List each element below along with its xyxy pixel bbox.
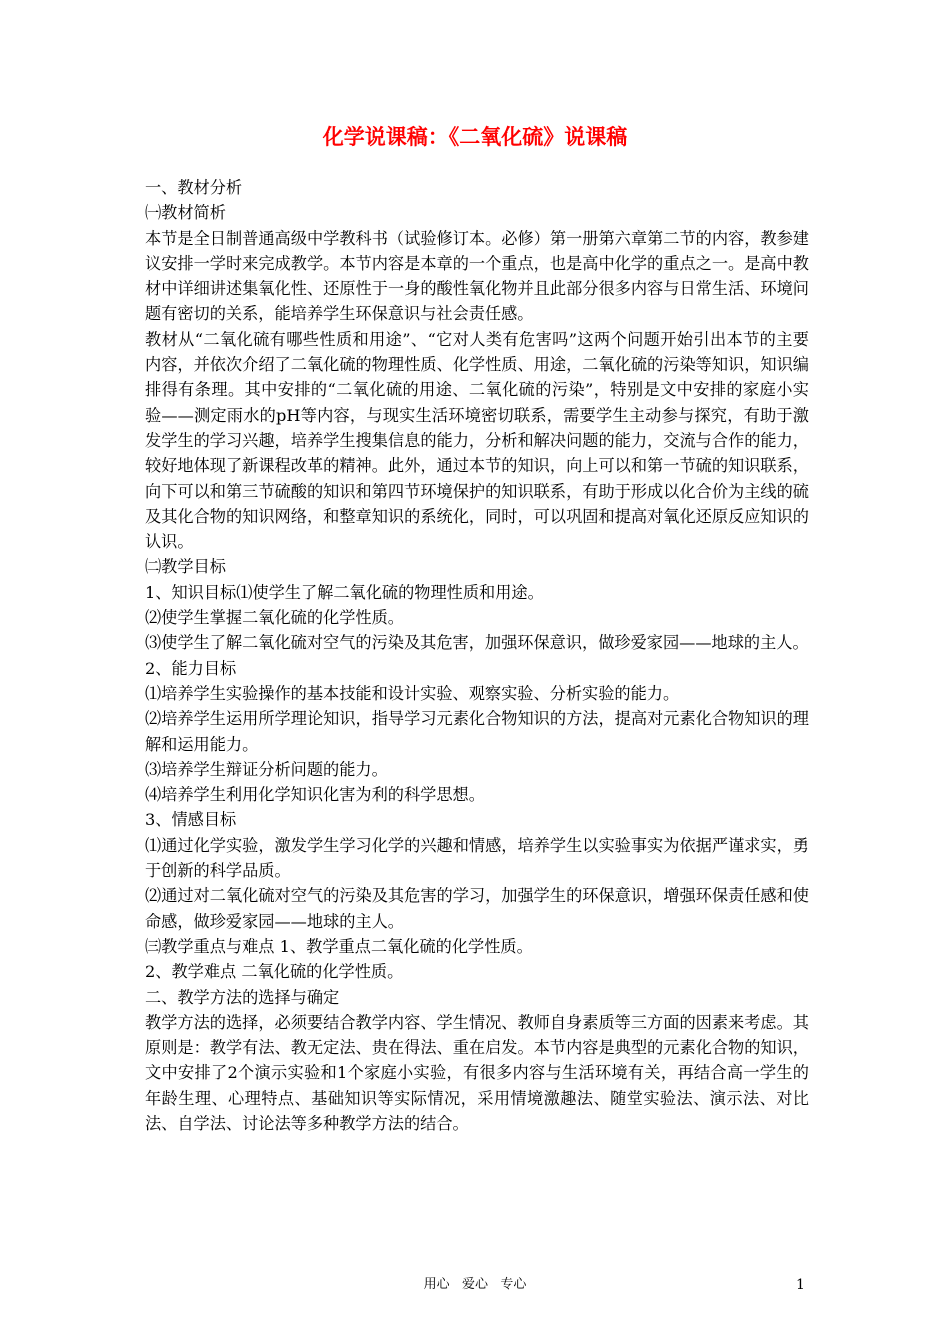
list-item: 1、知识目标⑴使学生了解二氧化硫的物理性质和用途。 (145, 582, 544, 602)
list-heading: 2、能力目标 (145, 658, 237, 678)
section-heading: 一、教材分析 (145, 178, 243, 197)
page-number: 1 (796, 1277, 805, 1293)
list-item: ⑴培养学生实验操作的基本技能和设计实验、观察实验、分析实验的能力。 (145, 683, 680, 703)
page-title: 化学说课稿：《二氧化硫》说课稿 (322, 124, 628, 149)
subsection-heading: ㈠教材简析 (145, 203, 226, 223)
list-heading: 3、情感目标 (145, 810, 237, 830)
section-heading: 二、教学方法的选择与确定 (145, 987, 340, 1007)
list-item: ⑶使学生了解二氧化硫对空气的污染及其危害，加强环保意识，做珍爱家园——地球的主人。 (145, 633, 809, 653)
list-item: ⑵使学生掌握二氧化硫的化学性质。 (145, 608, 404, 628)
list-item: ⑶培养学生辩证分析问题的能力。 (145, 759, 388, 779)
body-paragraph: 本节是全日制普通高级中学教科书（试验修订本。必修）第一册第六章第二节的内容，教参建议安排一学时来完成教学。本节内容是本章的一个重点，也是高中化学的重点之一。是高中教材中详细讲述集氧化性、还原性于一身的酸性氧化物并且此部分很多内容与日常生活、环境问题有密切的关系，能培养学生环保意识与社会责任感。 (145, 228, 809, 324)
list-item: ⑵培养学生运用所学理论知识，指导学习元素化合物知识的方法，提高对元素化合物知识的理解和运用能力。 (145, 709, 809, 754)
body-paragraph: 教学方法的选择，必须要结合教学内容、学生情况、教师自身素质等三方面的因素来考虑。其原则是：教学有法、教无定法、贵在得法、重在启发。本节内容是典型的元素化合物的知识，文中安排了2个演示实验和1个家庭小实验，有很多内容与生活环境有关，再结合高一学生的年龄生理、心理特点、基础知识等实际情况，采用情境激趣法、随堂实验法、演示法、对比法、自学法、讨论法等多种教学方法的结合。 (145, 1012, 809, 1133)
list-item: ⑵通过对二氧化硫对空气的污染及其危害的学习，加强学生的环保意识，增强环保责任感和使命感，做珍爱家园——地球的主人。 (145, 886, 809, 931)
list-item: ⑴通过化学实验，激发学生学习化学的兴趣和情感，培养学生以实验事实为依据严谨求实，勇于创新的科学品质。 (145, 835, 809, 881)
list-item: 2、教学难点 二氧化硫的化学性质。 (145, 962, 404, 982)
subsection-heading: ㈡教学目标 (145, 557, 226, 577)
document-body (145, 175, 809, 1136)
subsection-heading: ㈢教学重点与难点 1、教学重点二氧化硫的化学性质。 (145, 936, 533, 956)
body-paragraph: 教材从“二氧化硫有哪些性质和用途”、“它对人类有危害吗”这两个问题开始引出本节的主要内容，并依次介绍了二氧化硫的物理性质、化学性质、用途，二氧化硫的污染等知识，知识编排得有条理。其中安排的“二氧化硫的用途、二氧化硫的污染”，特别是文中安排的家庭小实验——测定雨水的pH等内容，与现实生活环境密切联系，需要学生主动参与探究，有助于激发学生的学习兴趣，培养学生搜集信息的能力，分析和解决问题的能力，交流与合作的能力，较好地体现了新课程改革的精神。此外，通过本节的知识，向上可以和第一节硫的知识联系，向下可以和第三节硫酸的知识和第四节环境保护的知识联系，有助于形成以化合价为主线的硫及其化合物的知识网络，和整章知识的系统化，同时，可以巩固和提高对氧化还原反应知识的认识。 (145, 329, 809, 552)
list-item: ⑷培养学生利用化学知识化害为利的科学思想。 (145, 785, 485, 805)
page-footer: 用心 爱心 专心 (423, 1277, 527, 1292)
